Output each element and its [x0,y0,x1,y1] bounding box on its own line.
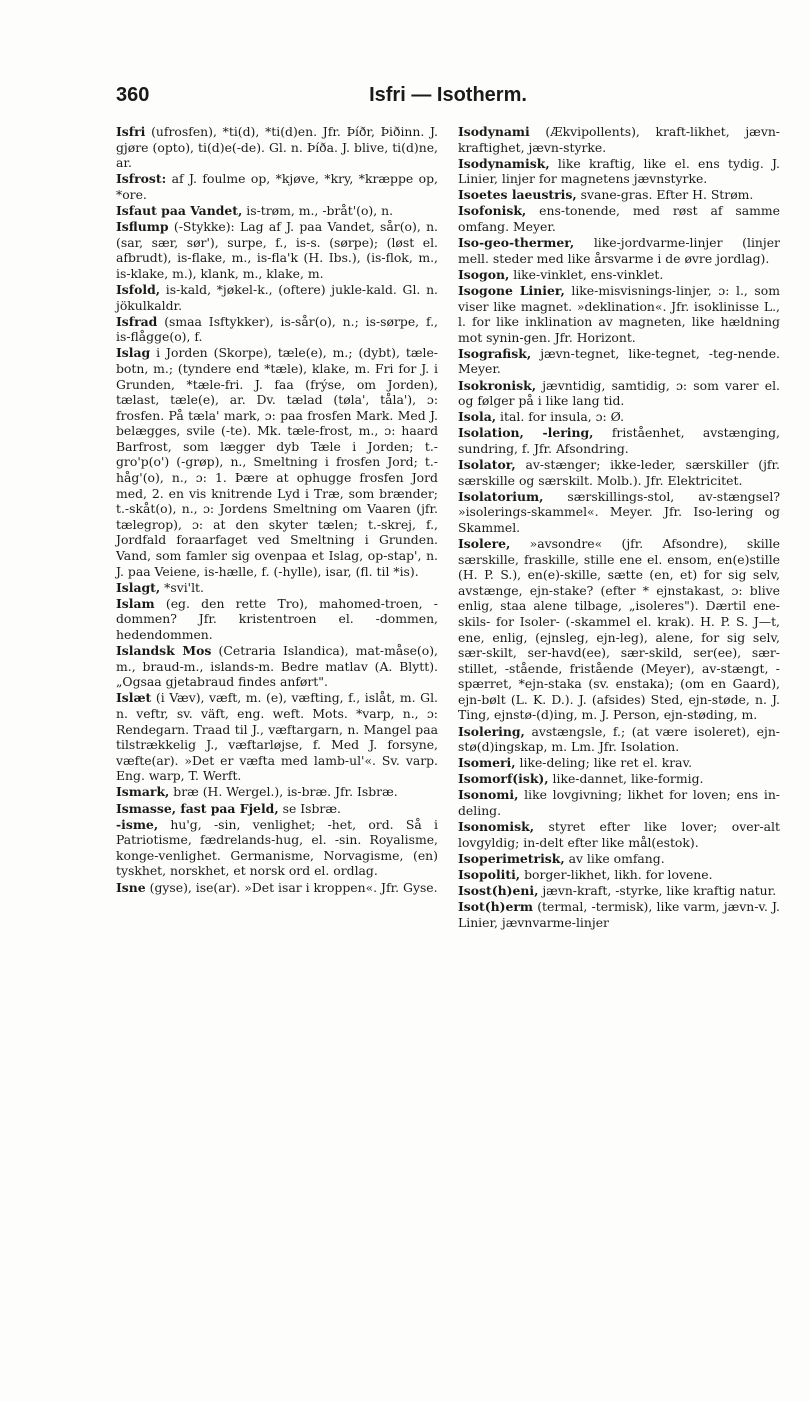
dictionary-entry [116,219,438,281]
entry-definition: like lovgivning; likhet for loven; ens in-deling. [458,787,780,819]
entry-definition: (eg. den rette Tro), mahomed-troen, -dommen? Jfr. kristentroen el. -dommen, hedendommen. [116,595,438,642]
dictionary-entry [458,267,780,283]
dictionary-entry [116,580,438,596]
entry-headword: Isodynamisk, [458,155,550,171]
dictionary-entry [116,643,438,690]
dictionary-entry [458,787,780,818]
entry-definition: hu'g, -sin, venlighet; -het, ord. Så i Patriotisme, fædrelands-hug, el. -sin. Royalisme, konge-venlighet. Germanisme, Norvagisme, (en) tyskhet, norskhet, et norsk ord el. ordlag. [116,816,438,879]
entry-definition: (Cetraria Islandica), mat-måse(o), m., braud-m., islands-m. Bedre matlav (A. Blytt). „Ogsaa gjetabraud findes anført". [116,643,438,690]
entry-definition: styret efter like lover; over-alt lovgyldig; in-delt efter like mål(estok). [458,819,780,850]
entry-definition: jævn-tegnet, like-tegnet, -teg-nende. Meyer. [458,345,780,377]
entry-headword: Isokronisk, [458,377,537,393]
entry-definition: svane-gras. Efter H. Strøm. [576,187,754,203]
entry-headword: Isfrad [116,313,158,329]
dictionary-entry [458,124,780,155]
entry-definition: bræ (H. Wergel.), is-bræ. Jfr. Isbræ. [169,784,398,800]
entry-headword: Iso-geo-thermer, [458,235,575,251]
entry-headword: Islag [116,345,151,361]
entry-headword: Isomorf(isk), [458,771,549,787]
running-title: Isfri — Isotherm. [369,84,527,106]
entry-headword: -isme, [116,816,159,832]
entry-headword: Isfri [116,124,146,139]
dictionary-entry [116,171,438,202]
dictionary-entry [116,690,438,784]
entry-headword: Isfrost: [116,171,167,187]
dictionary-entry [458,457,780,488]
dictionary-entry [458,899,780,930]
entry-headword: Isopoliti, [458,866,521,882]
entry-definition: (termal, -termisk), like varm, jævn-v. J. Linier, jævnvarme-linjer [458,899,780,930]
dictionary-entry [116,880,438,896]
page-header [116,84,780,124]
dictionary-entry [116,801,438,817]
dictionary-entry [458,425,780,456]
entry-headword: Isografisk, [458,345,532,361]
entry-headword: Isolator, [458,456,516,472]
entry-definition: i Jorden (Skorpe), tæle(e), m.; (dybt), tæle-botn, m.; (tyndere end *tæle), klake, m. Fri for J. i Grunden, *tæle-fri. J. faa (frýse, om Jorden), tælast, tæle(e), ar. Dv. tælad (tøla', tåla'), ɔ: frosfen. På tæla' mark, ɔ: paa frosfen Mark. Med J. belægges, svile (-te). Mk. tæle-frost, m., ɔ: haard Barfrost, som lægger dyb Tæle i Jorden; t.-gro'p(o') (-grøp), n., Smeltning i frosfen Jord; t.-håg'(o), n., ɔ: 1. Þære at ophugge frosfen Jord med, 2. en vis knitrende Lyd i Træ, som brænder; t.-skåt(o), n., ɔ: Jordens Smeltning om Vaaren (jfr. tælegrop), ɔ: at den skyter tælen; t.-skrej, f., Jordfald foraarfaget ved Smeltning i Grunden. Vand, som famler sig ovenpaa et Islag, op-stap', n. J. paa Veiene, is-hælle, f. (-hylle), isar, (fl. til *is). [116,345,438,579]
right-column [458,124,780,931]
entry-definition: »avsondre« (jfr. Afsondre), skille særskille, fraskille, stille ene el. ensom, en(e)stille (H. P. S.), en(e)-skille, sætte (en, et) for sig selv, avstænge, ejn-stake? (efter * ejnstakast, ɔ: blive enlig, staa alene tilbage, „isoleres"). Dærtil ene-skils- for Isoler- (-skammel el. krak). H. P. S. J—t, ene, enlig, (ejnsleg, ejn-leg), alene, for sig selv, sær-skilt, ser-havd(ee), sær-skild, ser(ee), sær-stillet, -stående, fristående (Meyer), av-stængt, -spærret, *ejn-staka (sv. enstaka); (om en Gaard), ejn-bølt (L. K. D.). J. (afsides) Sted, ejn-støde, n. J. Ting, ejnstø-(d)ing, m. J. Person, ejn-støding, m. [458,535,780,723]
entry-headword: Isost(h)eni, [458,883,539,898]
entry-definition: like-deling; like ret el. krav. [515,755,693,771]
entry-headword: Ismark, [116,784,170,800]
dictionary-entry [458,867,780,883]
entry-definition: ital. for insula, ɔ: Ø. [496,409,625,425]
entry-definition: friståenhet, avstænging, sundring, f. Jfr. Afsondring. [458,425,780,456]
dictionary-entry [458,409,780,425]
dictionary-entry [458,156,780,187]
entry-definition: (ufrosfen), *ti(d), *ti(d)en. Jfr. Þíðr, Þiðinn. J. gjøre (opto), ti(d)e(-de). Gl. n. Þíða. J. blive, ti(d)ne, ar. [116,124,438,171]
dictionary-entry [116,784,438,800]
entry-definition: (Ækvipollents), kraft-likhet, jævn-kraftighet, jævn-styrke. [458,124,780,155]
entry-headword: Isomeri, [458,755,516,771]
entry-definition: is-trøm, m., -bråt'(o), n. [242,202,394,218]
entry-definition: se Isbræ. [278,800,341,816]
entry-headword: Islam [116,595,155,611]
entry-headword: Isodynami [458,124,530,139]
entry-headword: Isoperimetrisk, [458,850,565,866]
dictionary-entry [458,346,780,377]
entry-definition: jævntidig, samtidig, ɔ: som varer el. og følger på i like lang tid. [458,377,780,409]
entry-definition: jævn-kraft, -styrke, like kraftig natur. [538,883,777,898]
dictionary-entry [458,883,780,899]
entry-headword: Isolatorium, [458,488,544,504]
dictionary-entry [116,314,438,345]
entry-headword: Isogone Linier, [458,282,565,298]
entry-headword: Islæt [116,690,152,706]
entry-headword: Isofonisk, [458,203,527,219]
entry-definition: like kraftig, like el. ens tydig. J. Linier, linjer for magnetens jævnstyrke. [458,155,780,187]
entry-definition: like-misvisnings-linjer, ɔ: l., som viser like magnet. »deklination«. Jfr. isoklinisse L., l. for like inklination av magneten, like hældning mot synin-gen. Jfr. Horizont. [458,282,780,345]
dictionary-entry [458,851,780,867]
entry-definition: (i Væv), væft, m. (e), væfting, f., islåt, m. Gl. n. veftr, sv. väft, eng. weft. Mots. *varp, n., ɔ: Rendegarn. Traad til J., væftargarn, n. Mangel paa tilstrækkelig J., væftarløjse, f. Med J. forsyne, væfte(ar). »Det er væfta med lamb-ul'«. Sv. varp. Eng. warp, T. Werft. [116,690,438,784]
entry-headword: Isot(h)erm [458,899,534,915]
entry-headword: Islandsk Mos [116,643,212,659]
dictionary-entry [116,124,438,171]
dictionary-entry [458,536,780,723]
entry-headword: Isfaut paa Vandet, [116,202,243,218]
entry-definition: (smaa Isftykker), is-sår(o), n.; is-sørpe, f., is-flågge(o), f. [116,313,438,345]
entry-headword: Isne [116,879,146,895]
dictionary-entry [458,283,780,345]
entry-definition: af J. foulme op, *kjøve, *kry, *kræppe op, *ore. [116,171,438,202]
entry-headword: Isonomi, [458,787,519,803]
entry-definition: borger-likhet, likh. for lovene. [520,866,713,882]
dictionary-entry [458,235,780,266]
entry-definition: like-jordvarme-linjer (linjer mell. steder med like årsvarme i de øvre jordlag). [458,235,780,266]
dictionary-entry [458,187,780,203]
entry-definition: (gyse), ise(ar). »Det isar i kroppen«. Jfr. Gyse. [145,879,438,895]
entry-headword: Isflump [116,219,169,235]
page-number: 360 [116,84,150,106]
entry-headword: Isolering, [458,723,525,739]
entry-headword: Isolere, [458,535,511,551]
entry-headword: Isola, [458,409,497,425]
entry-definition: like-vinklet, ens-vinklet. [509,266,664,282]
dictionary-entry [458,771,780,787]
entry-headword: Ismasse, fast paa Fjeld, [116,800,279,816]
dictionary-entry [116,596,438,643]
entry-headword: Isolation, -lering, [458,425,594,441]
dictionary-entry [458,378,780,409]
dictionary-entry [458,819,780,850]
dictionary-entry [116,345,438,579]
dictionary-entry [458,203,780,234]
entry-definition: like-dannet, like-formig. [548,771,704,787]
entry-definition: avstængsle, f.; (at være isoleret), ejn-stø(d)ingskap, m. Lm. Jfr. Isolation. [458,723,780,755]
left-column [116,124,438,931]
entry-definition: ens-tonende, med røst af samme omfang. Meyer. [458,203,780,235]
dictionary-entry [116,282,438,313]
entry-headword: Isfold, [116,281,161,297]
entry-headword: Isonomisk, [458,819,535,835]
entry-definition: is-kald, *jøkel-k., (oftere) jukle-kald. Gl. n. jökulkaldr. [116,281,438,313]
entry-definition: av like omfang. [564,850,665,866]
dictionary-entry [116,817,438,879]
dictionary-entry [458,489,780,536]
entry-headword: Isogon, [458,266,510,282]
entry-headword: Islagt, [116,579,161,595]
dictionary-entry [116,203,438,219]
entry-definition: (-Stykke): Lag af J. paa Vandet, sår(o), n. (sar, sær, sør'), surpe, f., is-s. (sørpe); (løst el. afbrudt), is-flake, m., is-fla'k (H. Ibs.), (is-flok, m., is-klake, m.), klank, m., klake, m. [116,219,438,281]
entry-definition: *svi'lt. [160,579,204,595]
dictionary-entry [458,755,780,771]
entry-definition: særskillings-stol, av-stængsel? »isolerings-skammel«. Meyer. Jfr. Iso-lering og Skammel. [458,488,780,535]
entry-definition: av-stænger; ikke-leder, særskiller (jfr. særskille og særskilt. Molb.). Jfr. Elektricitet. [458,456,780,488]
dictionary-entry [458,724,780,755]
entry-headword: Isoetes laeustris, [458,187,577,203]
columns [116,124,780,931]
